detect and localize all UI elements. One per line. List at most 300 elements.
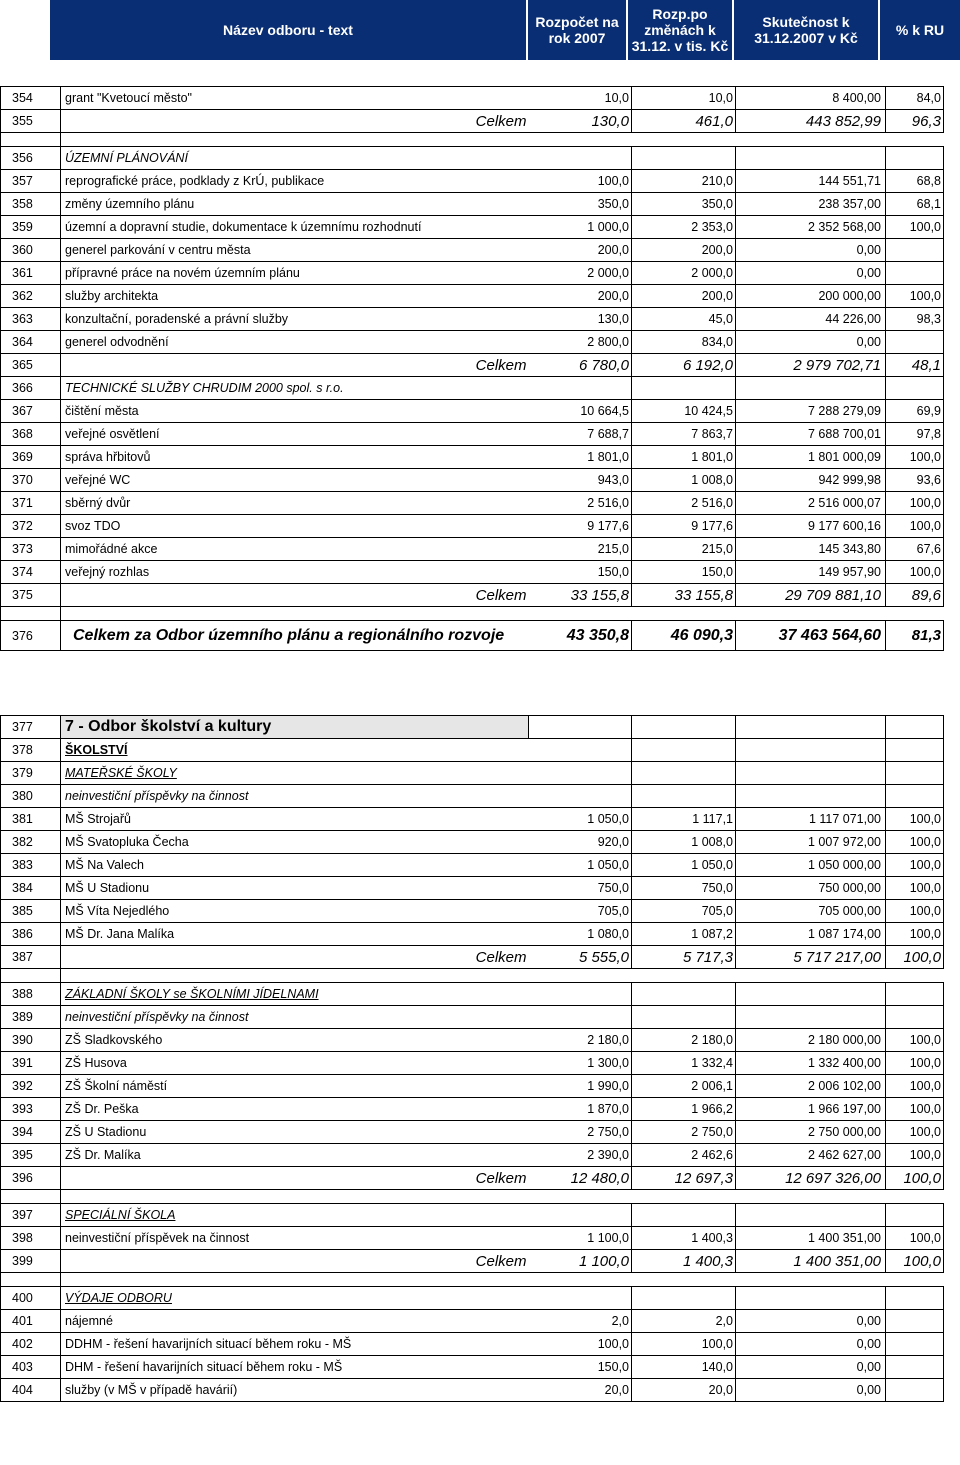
- revised-value: [632, 377, 736, 400]
- row-text: mimořádné akce: [61, 538, 529, 561]
- revised-value: 140,0: [632, 1356, 736, 1379]
- percent-value: 81,3: [886, 621, 944, 651]
- row-number: 380: [1, 785, 61, 808]
- row-number: 370: [1, 469, 61, 492]
- row-number: 395: [1, 1144, 61, 1167]
- budget-value: [529, 1006, 632, 1029]
- revised-value: 1 400,3: [632, 1250, 736, 1273]
- table-row: [1, 400, 944, 423]
- spacer-cell: [736, 607, 886, 621]
- revised-value: 100,0: [632, 1333, 736, 1356]
- budget-value: [529, 377, 632, 400]
- percent-value: 97,8: [886, 423, 944, 446]
- actual-value: 29 709 881,10: [736, 584, 886, 607]
- budget-value: 20,0: [529, 1379, 632, 1402]
- total-row: [1, 110, 944, 133]
- row-number: 387: [1, 946, 61, 969]
- table-row: [1, 1204, 944, 1227]
- percent-value: 100,0: [886, 923, 944, 946]
- spacer-cell: [632, 133, 736, 147]
- percent-value: [886, 762, 944, 785]
- actual-value: 238 357,00: [736, 193, 886, 216]
- row-number: 400: [1, 1287, 61, 1310]
- budget-value: [529, 147, 632, 170]
- spacer-row: [1, 969, 944, 983]
- percent-value: 100,0: [886, 1029, 944, 1052]
- row-text: změny územního plánu: [61, 193, 529, 216]
- actual-value: 0,00: [736, 331, 886, 354]
- spacer-cell: [886, 1190, 944, 1204]
- actual-value: 1 966 197,00: [736, 1098, 886, 1121]
- percent-value: 100,0: [886, 1144, 944, 1167]
- revised-value: 1 966,2: [632, 1098, 736, 1121]
- revised-value: 1 087,2: [632, 923, 736, 946]
- table-header: [0, 0, 960, 62]
- budget-value: 130,0: [529, 308, 632, 331]
- actual-value: 149 957,90: [736, 561, 886, 584]
- table-row: [1, 983, 944, 1006]
- budget-value: 5 555,0: [529, 946, 632, 969]
- revised-value: [632, 983, 736, 1006]
- budget-value: 2 516,0: [529, 492, 632, 515]
- percent-value: 67,6: [886, 538, 944, 561]
- actual-value: [736, 147, 886, 170]
- total-row: [1, 354, 944, 377]
- row-text: ZŠ Husova: [61, 1052, 529, 1075]
- table-row: [1, 739, 944, 762]
- spacer-cell: [736, 969, 886, 983]
- revised-value: 1 008,0: [632, 469, 736, 492]
- actual-value: [736, 1006, 886, 1029]
- table-row: [1, 1310, 944, 1333]
- revised-value: 2 516,0: [632, 492, 736, 515]
- actual-value: 200 000,00: [736, 285, 886, 308]
- table-row: [1, 1379, 944, 1402]
- table-row: [1, 762, 944, 785]
- row-text: svoz TDO: [61, 515, 529, 538]
- table-row: [1, 1029, 944, 1052]
- spacer-cell: [736, 133, 886, 147]
- budget-value: 100,0: [529, 170, 632, 193]
- budget-value: 2,0: [529, 1310, 632, 1333]
- actual-value: 1 400 351,00: [736, 1250, 886, 1273]
- revised-value: 1 117,1: [632, 808, 736, 831]
- table-row: [1, 561, 944, 584]
- budget-value: 100,0: [529, 1333, 632, 1356]
- revised-value: 33 155,8: [632, 584, 736, 607]
- revised-value: 215,0: [632, 538, 736, 561]
- row-number: 359: [1, 216, 61, 239]
- percent-value: 100,0: [886, 854, 944, 877]
- percent-value: 100,0: [886, 1052, 944, 1075]
- actual-value: [736, 716, 886, 739]
- spacer-cell: [529, 969, 632, 983]
- table-block-education: [0, 715, 944, 1402]
- budget-value: [529, 1204, 632, 1227]
- budget-value: 750,0: [529, 877, 632, 900]
- actual-value: 9 177 600,16: [736, 515, 886, 538]
- row-number: 389: [1, 1006, 61, 1029]
- budget-value: [529, 983, 632, 1006]
- row-number: 404: [1, 1379, 61, 1402]
- row-number: 403: [1, 1356, 61, 1379]
- percent-value: 100,0: [886, 561, 944, 584]
- header-col-pct: % k RU: [880, 0, 960, 60]
- table-row: [1, 515, 944, 538]
- revised-value: 1 400,3: [632, 1227, 736, 1250]
- table-row: [1, 423, 944, 446]
- table-row: [1, 923, 944, 946]
- percent-value: 100,0: [886, 1098, 944, 1121]
- spacer-cell: [1, 1273, 61, 1287]
- row-number: 376: [1, 621, 61, 651]
- row-text: MŠ Dr. Jana Malíka: [61, 923, 529, 946]
- table-row: [1, 469, 944, 492]
- budget-value: 2 390,0: [529, 1144, 632, 1167]
- revised-value: 45,0: [632, 308, 736, 331]
- row-text: generel odvodnění: [61, 331, 529, 354]
- table-row: [1, 446, 944, 469]
- percent-value: 96,3: [886, 110, 944, 133]
- revised-value: [632, 785, 736, 808]
- actual-value: 0,00: [736, 1310, 886, 1333]
- total-row: [1, 1250, 944, 1273]
- row-text: ŠKOLSTVÍ: [61, 739, 529, 762]
- row-number: 373: [1, 538, 61, 561]
- row-text: SPECIÁLNÍ ŠKOLA: [61, 1204, 529, 1227]
- revised-value: 10 424,5: [632, 400, 736, 423]
- budget-value: 1 080,0: [529, 923, 632, 946]
- row-text: ZÁKLADNÍ ŠKOLY se ŠKOLNÍMI JÍDELNAMI: [61, 983, 529, 1006]
- row-number: 362: [1, 285, 61, 308]
- actual-value: 2 979 702,71: [736, 354, 886, 377]
- row-number: 363: [1, 308, 61, 331]
- spacer-cell: [61, 969, 529, 983]
- percent-value: [886, 739, 944, 762]
- actual-value: 7 688 700,01: [736, 423, 886, 446]
- budget-value: 920,0: [529, 831, 632, 854]
- row-number: 366: [1, 377, 61, 400]
- spacer-cell: [1, 969, 61, 983]
- header-col-actual: Skutečnost k 31.12.2007 v Kč: [734, 0, 880, 60]
- revised-value: 2,0: [632, 1310, 736, 1333]
- row-text: sběrný dvůr: [61, 492, 529, 515]
- actual-value: 144 551,71: [736, 170, 886, 193]
- table-row: [1, 1333, 944, 1356]
- table-row: [1, 785, 944, 808]
- row-number: 384: [1, 877, 61, 900]
- percent-value: 100,0: [886, 1227, 944, 1250]
- revised-value: 834,0: [632, 331, 736, 354]
- row-number: 401: [1, 1310, 61, 1333]
- table-row: [1, 308, 944, 331]
- percent-value: [886, 1204, 944, 1227]
- actual-value: 2 006 102,00: [736, 1075, 886, 1098]
- table-row: [1, 216, 944, 239]
- row-text: MŠ U Stadionu: [61, 877, 529, 900]
- spacer-cell: [886, 607, 944, 621]
- revised-value: 1 332,4: [632, 1052, 736, 1075]
- table-row: [1, 331, 944, 354]
- spacer-cell: [736, 1273, 886, 1287]
- actual-value: 12 697 326,00: [736, 1167, 886, 1190]
- spacer-row: [1, 133, 944, 147]
- row-number: 368: [1, 423, 61, 446]
- budget-value: 1 100,0: [529, 1250, 632, 1273]
- revised-value: 46 090,3: [632, 621, 736, 651]
- budget-value: 10 664,5: [529, 400, 632, 423]
- actual-value: 145 343,80: [736, 538, 886, 561]
- row-number: 375: [1, 584, 61, 607]
- percent-value: 68,1: [886, 193, 944, 216]
- actual-value: 7 288 279,09: [736, 400, 886, 423]
- row-text: MŠ Na Valech: [61, 854, 529, 877]
- table-row: [1, 831, 944, 854]
- table-row: [1, 147, 944, 170]
- row-text: Celkem: [61, 1250, 529, 1273]
- actual-value: 1 050 000,00: [736, 854, 886, 877]
- spacer-cell: [632, 1190, 736, 1204]
- percent-value: 100,0: [886, 946, 944, 969]
- actual-value: 0,00: [736, 1379, 886, 1402]
- row-number: 402: [1, 1333, 61, 1356]
- budget-value: 130,0: [529, 110, 632, 133]
- revised-value: 461,0: [632, 110, 736, 133]
- row-text: reprografické práce, podklady z KrÚ, publikace: [61, 170, 529, 193]
- row-number: 396: [1, 1167, 61, 1190]
- percent-value: 100,0: [886, 1121, 944, 1144]
- table-row: [1, 239, 944, 262]
- percent-value: 100,0: [886, 1250, 944, 1273]
- budget-value: [529, 739, 632, 762]
- row-text: ZŠ U Stadionu: [61, 1121, 529, 1144]
- actual-value: 0,00: [736, 262, 886, 285]
- actual-value: 1 801 000,09: [736, 446, 886, 469]
- percent-value: 89,6: [886, 584, 944, 607]
- budget-value: 2 800,0: [529, 331, 632, 354]
- row-number: 354: [1, 87, 61, 110]
- budget-value: 705,0: [529, 900, 632, 923]
- total-row: [1, 946, 944, 969]
- revised-value: 7 863,7: [632, 423, 736, 446]
- revised-value: [632, 147, 736, 170]
- row-number: 394: [1, 1121, 61, 1144]
- row-number: 399: [1, 1250, 61, 1273]
- revised-value: 1 050,0: [632, 854, 736, 877]
- revised-value: 2 353,0: [632, 216, 736, 239]
- actual-value: 37 463 564,60: [736, 621, 886, 651]
- percent-value: [886, 239, 944, 262]
- row-text: neinvestiční příspěvky na činnost: [61, 785, 529, 808]
- percent-value: [886, 147, 944, 170]
- budget-value: 350,0: [529, 193, 632, 216]
- percent-value: [886, 1333, 944, 1356]
- table-row: [1, 1356, 944, 1379]
- row-number: 392: [1, 1075, 61, 1098]
- spacer-cell: [61, 1273, 529, 1287]
- row-text: čištění města: [61, 400, 529, 423]
- total-row: [1, 1167, 944, 1190]
- percent-value: [886, 983, 944, 1006]
- percent-value: 48,1: [886, 354, 944, 377]
- revised-value: 5 717,3: [632, 946, 736, 969]
- budget-value: 150,0: [529, 1356, 632, 1379]
- table-row: [1, 1144, 944, 1167]
- actual-value: 1 400 351,00: [736, 1227, 886, 1250]
- actual-value: 942 999,98: [736, 469, 886, 492]
- percent-value: 100,0: [886, 808, 944, 831]
- row-text: DHM - řešení havarijních situací během roku - MŠ: [61, 1356, 529, 1379]
- percent-value: [886, 716, 944, 739]
- row-number: 369: [1, 446, 61, 469]
- row-number: 383: [1, 854, 61, 877]
- row-text: MŠ Svatopluka Čecha: [61, 831, 529, 854]
- row-number: 381: [1, 808, 61, 831]
- budget-value: [529, 762, 632, 785]
- row-number: 391: [1, 1052, 61, 1075]
- table-row: [1, 170, 944, 193]
- revised-value: 12 697,3: [632, 1167, 736, 1190]
- row-text: Celkem: [61, 110, 529, 133]
- header-col-budget: Rozpočet na rok 2007: [528, 0, 628, 60]
- budget-value: 200,0: [529, 285, 632, 308]
- revised-value: [632, 739, 736, 762]
- revised-value: [632, 716, 736, 739]
- percent-value: 100,0: [886, 515, 944, 538]
- budget-value: [529, 716, 632, 739]
- spacer-cell: [61, 607, 529, 621]
- budget-value: 200,0: [529, 239, 632, 262]
- budget-value: 1 100,0: [529, 1227, 632, 1250]
- revised-value: 2 462,6: [632, 1144, 736, 1167]
- actual-value: 8 400,00: [736, 87, 886, 110]
- percent-value: 69,9: [886, 400, 944, 423]
- percent-value: 100,0: [886, 900, 944, 923]
- row-number: 377: [1, 716, 61, 739]
- actual-value: 5 717 217,00: [736, 946, 886, 969]
- budget-value: 943,0: [529, 469, 632, 492]
- total-row: [1, 584, 944, 607]
- percent-value: 93,6: [886, 469, 944, 492]
- actual-value: [736, 739, 886, 762]
- table-row: [1, 716, 944, 739]
- actual-value: [736, 1287, 886, 1310]
- row-number: 361: [1, 262, 61, 285]
- actual-value: 2 462 627,00: [736, 1144, 886, 1167]
- budget-value: 2 180,0: [529, 1029, 632, 1052]
- table-row: [1, 262, 944, 285]
- row-text: Celkem: [61, 354, 529, 377]
- revised-value: 200,0: [632, 285, 736, 308]
- spacer-cell: [529, 1190, 632, 1204]
- percent-value: 98,3: [886, 308, 944, 331]
- revised-value: 2 750,0: [632, 1121, 736, 1144]
- budget-value: 6 780,0: [529, 354, 632, 377]
- percent-value: [886, 262, 944, 285]
- spacer-cell: [632, 1273, 736, 1287]
- table-row: [1, 1287, 944, 1310]
- row-text: veřejný rozhlas: [61, 561, 529, 584]
- table-row: [1, 854, 944, 877]
- spacer-cell: [61, 1190, 529, 1204]
- table-row: [1, 377, 944, 400]
- row-text: služby (v MŠ v případě havárií): [61, 1379, 529, 1402]
- row-number: 358: [1, 193, 61, 216]
- budget-value: 7 688,7: [529, 423, 632, 446]
- actual-value: 443 852,99: [736, 110, 886, 133]
- actual-value: 705 000,00: [736, 900, 886, 923]
- table-row: [1, 808, 944, 831]
- row-number: 379: [1, 762, 61, 785]
- row-number: 355: [1, 110, 61, 133]
- table-row: [1, 1098, 944, 1121]
- row-number: 356: [1, 147, 61, 170]
- spacer-cell: [1, 133, 61, 147]
- percent-value: [886, 1310, 944, 1333]
- table-row: [1, 492, 944, 515]
- spacer-cell: [886, 969, 944, 983]
- spacer-cell: [529, 133, 632, 147]
- spacer-cell: [529, 607, 632, 621]
- percent-value: 100,0: [886, 492, 944, 515]
- row-text: veřejné WC: [61, 469, 529, 492]
- row-text: MŠ Víta Nejedlého: [61, 900, 529, 923]
- actual-value: [736, 785, 886, 808]
- row-number: 371: [1, 492, 61, 515]
- revised-value: [632, 1006, 736, 1029]
- row-text: ZŠ Dr. Malíka: [61, 1144, 529, 1167]
- row-text: Celkem: [61, 1167, 529, 1190]
- actual-value: 0,00: [736, 239, 886, 262]
- percent-value: 84,0: [886, 87, 944, 110]
- actual-value: 2 180 000,00: [736, 1029, 886, 1052]
- row-text: 7 - Odbor školství a kultury: [61, 716, 529, 739]
- table-row: [1, 877, 944, 900]
- row-number: 372: [1, 515, 61, 538]
- spacer-row: [1, 1273, 944, 1287]
- revised-value: 10,0: [632, 87, 736, 110]
- budget-value: 33 155,8: [529, 584, 632, 607]
- header-col-name: Název odboru - text: [50, 0, 528, 60]
- header-col-revised: Rozp.po změnách k 31.12. v tis. Kč: [628, 0, 734, 60]
- row-number: 390: [1, 1029, 61, 1052]
- actual-value: [736, 983, 886, 1006]
- row-number: 364: [1, 331, 61, 354]
- row-text: TECHNICKÉ SLUŽBY CHRUDIM 2000 spol. s r.o.: [61, 377, 529, 400]
- actual-value: 0,00: [736, 1356, 886, 1379]
- table-row: [1, 1121, 944, 1144]
- row-text: DDHM - řešení havarijních situací během roku - MŠ: [61, 1333, 529, 1356]
- table-block-spatial-planning: [0, 86, 944, 651]
- actual-value: 1 332 400,00: [736, 1052, 886, 1075]
- table-row: [1, 87, 944, 110]
- percent-value: [886, 1006, 944, 1029]
- spacer-cell: [632, 969, 736, 983]
- percent-value: 68,8: [886, 170, 944, 193]
- spacer-cell: [886, 1273, 944, 1287]
- row-text: neinvestiční příspěvky na činnost: [61, 1006, 529, 1029]
- table-row: [1, 1075, 944, 1098]
- revised-value: [632, 1287, 736, 1310]
- row-text: Celkem: [61, 584, 529, 607]
- row-text: MATEŘSKÉ ŠKOLY: [61, 762, 529, 785]
- row-text: neinvestiční příspěvek na činnost: [61, 1227, 529, 1250]
- budget-value: 150,0: [529, 561, 632, 584]
- revised-value: 200,0: [632, 239, 736, 262]
- row-number: 385: [1, 900, 61, 923]
- row-text: nájemné: [61, 1310, 529, 1333]
- budget-value: 10,0: [529, 87, 632, 110]
